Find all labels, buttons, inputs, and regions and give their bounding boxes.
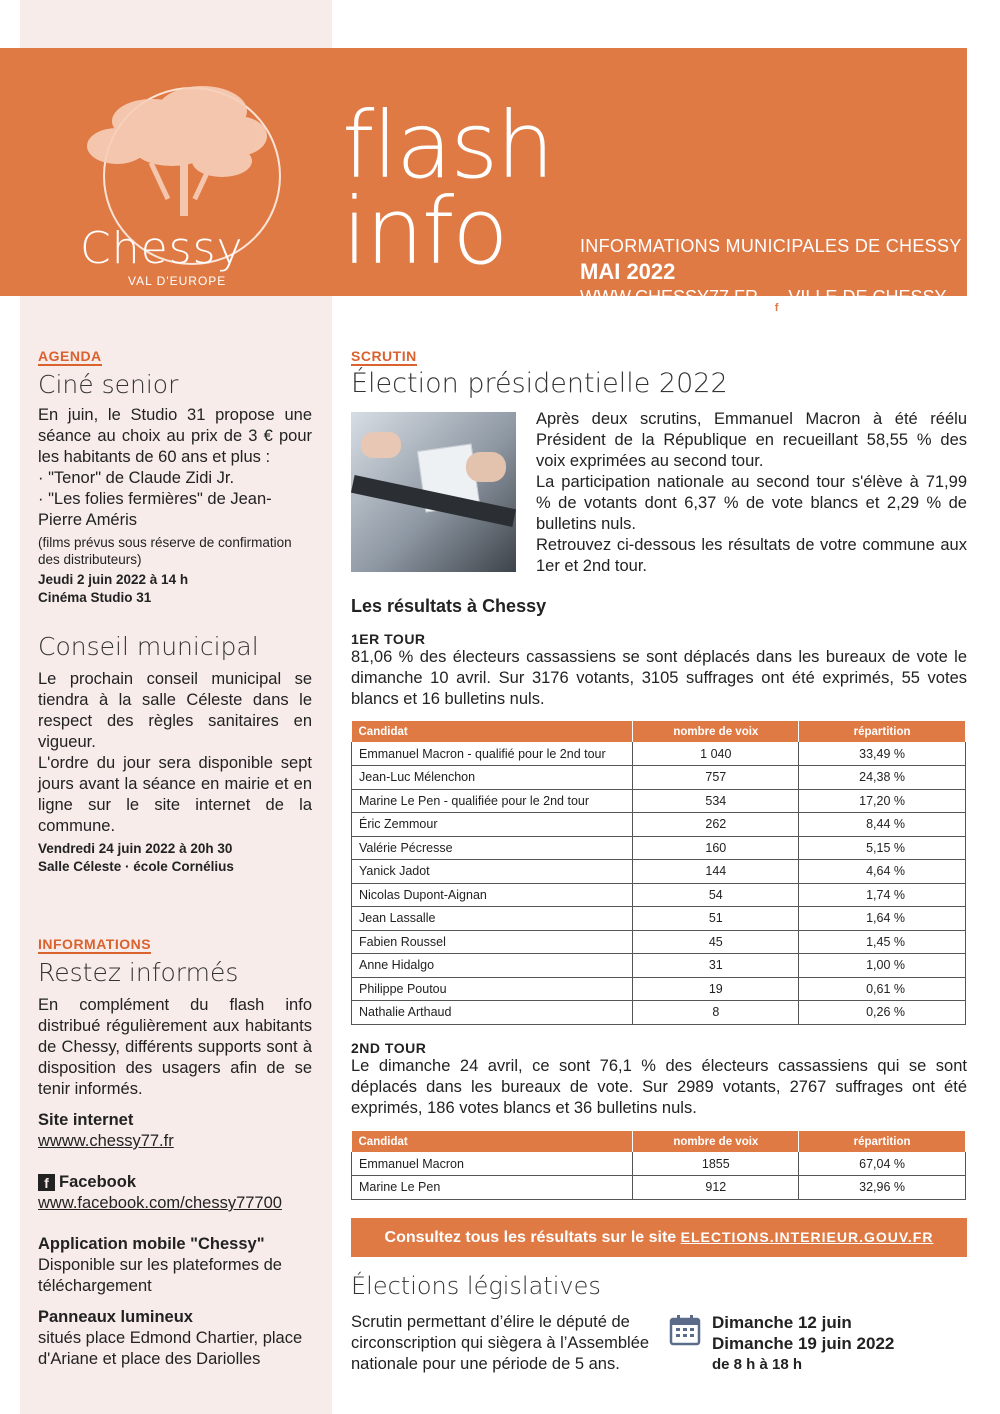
intro-p3: Retrouvez ci-dessous les résultats de votre commune aux 1er et 2nd tour. <box>536 536 967 575</box>
col-voix: nombre de voix <box>633 1131 799 1152</box>
table-row <box>352 977 966 1001</box>
conseil-section <box>38 632 312 876</box>
tour2-table <box>351 1131 966 1200</box>
cell-voix: 8 <box>633 1001 799 1025</box>
logo-name: Chessy <box>80 223 244 274</box>
facebook-icon: f <box>38 1174 55 1191</box>
cell-rep: 0,61 % <box>799 977 966 1001</box>
infos-kicker: INFORMATIONS <box>38 936 152 952</box>
banner-text: Consultez tous les résultats sur le site <box>384 1229 677 1246</box>
cine-place: Cinéma Studio 31 <box>38 590 152 605</box>
cell-rep: 33,49 % <box>799 742 966 766</box>
cell-candidat: Marine Le Pen <box>352 1176 633 1200</box>
cell-candidat: Yanick Jadot <box>352 860 633 884</box>
conseil-place: Salle Céleste · école Cornélius <box>38 859 234 874</box>
table-row <box>352 836 966 860</box>
cell-voix: 912 <box>633 1176 799 1200</box>
col-voix: nombre de voix <box>633 721 799 742</box>
cell-rep: 1,74 % <box>799 883 966 907</box>
cell-rep: 8,44 % <box>799 813 966 837</box>
facebook-label-row <box>38 1172 312 1193</box>
agenda-section <box>38 348 312 607</box>
cell-candidat: Nathalie Arthaud <box>352 1001 633 1025</box>
header-date: MAI 2022 <box>580 259 676 284</box>
flash-info-title <box>342 92 553 285</box>
table-row <box>352 930 966 954</box>
cell-candidat: Emmanuel Macron <box>352 1152 633 1176</box>
cell-voix: 1855 <box>633 1152 799 1176</box>
cell-rep: 4,64 % <box>799 860 966 884</box>
logo-subtitle: VAL D'EUROPE <box>128 274 227 288</box>
col-repartition: répartition <box>799 721 966 742</box>
header-banner <box>0 48 967 328</box>
header-links <box>580 287 967 329</box>
cell-rep: 5,15 % <box>799 836 966 860</box>
cell-candidat: Valérie Pécresse <box>352 836 633 860</box>
legislatives-section <box>351 1272 967 1373</box>
cell-voix: 262 <box>633 813 799 837</box>
legislatives-date-1: Dimanche 12 juin <box>712 1313 852 1332</box>
cell-candidat: Anne Hidalgo <box>352 954 633 978</box>
intro-p2: La participation nationale au second tour s'élève à 71,99 % de votants dont 6,37 % de vote blancs et 2,29 % de bulletins nuls. <box>536 473 967 533</box>
conseil-date: Vendredi 24 juin 2022 à 20h 30 <box>38 841 233 856</box>
facebook-icon: f <box>771 301 783 315</box>
scrutin-kicker: SCRUTIN <box>351 348 417 364</box>
flash-word: flash <box>342 92 553 199</box>
cell-candidat: Marine Le Pen - qualifiée pour le 2nd tour <box>352 789 633 813</box>
app-text: Disponible sur les plateformes de téléchargement <box>38 1256 282 1295</box>
election-title: Élection présidentielle 2022 <box>351 368 728 399</box>
conseil-body-1: Le prochain conseil municipal se tiendra à la salle Céleste dans le respect des règles sanitaires en vigueur. <box>38 670 312 751</box>
agenda-kicker: AGENDA <box>38 348 102 364</box>
cell-candidat: Jean-Luc Mélenchon <box>352 766 633 790</box>
cell-voix: 1 040 <box>633 742 799 766</box>
infos-body: En complément du flash info distribué régulièrement aux habitants de Chessy, différents supports sont à disposition des usagers afin de se tenir informés. <box>38 996 312 1098</box>
cell-rep: 1,45 % <box>799 930 966 954</box>
website-link[interactable]: WWW.CHESSY77.FR · <box>580 287 759 328</box>
infos-section <box>38 936 312 1370</box>
panel-text: situés place Edmond Chartier, place d'Ariane et place des Dariolles <box>38 1329 303 1368</box>
results-intro <box>351 596 967 710</box>
cell-voix: 534 <box>633 789 799 813</box>
facebook-url[interactable]: www.facebook.com/chessy77700 <box>38 1194 282 1212</box>
info-word: info <box>342 178 507 285</box>
results-banner <box>351 1218 967 1257</box>
cell-rep: 32,96 % <box>799 1176 966 1200</box>
col-repartition: répartition <box>799 1131 966 1152</box>
ballot-box-photo <box>351 412 516 572</box>
facebook-link[interactable]: VILLE DE CHESSY 77 <box>788 287 947 328</box>
banner-link[interactable]: ELECTIONS.INTERIEUR.GOUV.FR <box>680 1229 934 1245</box>
table-row <box>352 813 966 837</box>
tour2-title: 2ND TOUR <box>351 1040 427 1056</box>
cell-candidat: Emmanuel Macron - qualifié pour le 2nd tour <box>352 742 633 766</box>
table-row <box>352 1152 966 1176</box>
cell-candidat: Éric Zemmour <box>352 813 633 837</box>
cell-rep: 1,00 % <box>799 954 966 978</box>
table-row <box>352 860 966 884</box>
cell-rep: 67,04 % <box>799 1152 966 1176</box>
cell-candidat: Nicolas Dupont-Aignan <box>352 883 633 907</box>
film-2: · "Les folies fermières" de Jean-Pierre Améris <box>38 490 272 529</box>
legislatives-date-2: Dimanche 19 juin 2022 <box>712 1334 895 1353</box>
panel-label: Panneaux lumineux <box>38 1308 193 1326</box>
table-row <box>352 766 966 790</box>
cell-rep: 0,26 % <box>799 1001 966 1025</box>
cell-rep: 24,38 % <box>799 766 966 790</box>
col-candidat: Candidat <box>352 721 633 742</box>
cell-voix: 31 <box>633 954 799 978</box>
conseil-title: Conseil municipal <box>38 632 259 661</box>
table-row <box>352 954 966 978</box>
cell-candidat: Jean Lassalle <box>352 907 633 931</box>
facebook-label: Facebook <box>59 1173 137 1191</box>
cell-voix: 51 <box>633 907 799 931</box>
infos-title: Restez informés <box>38 958 239 987</box>
legislatives-title: Élections législatives <box>351 1272 601 1300</box>
film-1: · "Tenor" de Claude Zidi Jr. <box>38 469 235 487</box>
cell-voix: 45 <box>633 930 799 954</box>
table-row <box>352 1001 966 1025</box>
table-row <box>352 1176 966 1200</box>
legislatives-text: Scrutin permettant d’élire le député de circonscription qui siègera à l’Assemblée nationale pour une période de 5 ans. <box>351 1313 650 1373</box>
cine-senior-body: En juin, le Studio 31 propose une séance au choix au prix de 3 € pour les habitants de 60 ans et plus : <box>38 406 312 466</box>
cell-voix: 160 <box>633 836 799 860</box>
calendar-icon <box>669 1314 701 1346</box>
tour2-intro <box>351 1040 967 1119</box>
cine-date: Jeudi 2 juin 2022 à 14 h <box>38 572 189 587</box>
table-row <box>352 742 966 766</box>
cell-voix: 757 <box>633 766 799 790</box>
header-info <box>580 236 967 329</box>
site-link[interactable]: wwww.chessy77.fr <box>38 1132 174 1150</box>
cell-voix: 54 <box>633 883 799 907</box>
app-label: Application mobile "Chessy" <box>38 1235 265 1253</box>
cell-rep: 1,64 % <box>799 907 966 931</box>
conseil-body-2: L'ordre du jour sera disponible sept jours avant la séance en mairie et en ligne sur le site internet de la commune. <box>38 754 312 835</box>
tour1-text: 81,06 % des électeurs cassassiens se sont déplacés dans les bureaux de vote le dimanche 10 avril. Sur 3176 votants, 3105 suffrages ont été exprimés, 55 votes blancs et 16 bulletins nuls. <box>351 648 967 708</box>
tour1-table <box>351 721 966 1025</box>
results-title: Les résultats à Chessy <box>351 596 547 616</box>
tour1-title: 1ER TOUR <box>351 631 426 647</box>
tour2-text: Le dimanche 24 avril, ce sont 76,1 % des électeurs cassassiens qui se sont déplacés dans les bureaux de vote. Sur 2989 votants, 2767 suffrages ont été exprimés, 186 votes blancs et 36 bulletins nuls. <box>351 1057 967 1117</box>
cine-senior-title: Ciné senior <box>38 370 179 399</box>
table-row <box>352 907 966 931</box>
site-label: Site internet <box>38 1111 134 1129</box>
cell-candidat: Philippe Poutou <box>352 977 633 1001</box>
table-row <box>352 789 966 813</box>
header-subtitle: INFORMATIONS MUNICIPALES DE CHESSY <box>580 236 962 256</box>
col-candidat: Candidat <box>352 1131 633 1152</box>
cell-voix: 144 <box>633 860 799 884</box>
table-row <box>352 883 966 907</box>
films-note: (films prévus sous réserve de confirmation des distributeurs) <box>38 535 292 567</box>
scrutin-header <box>351 348 967 399</box>
legislatives-dates <box>712 1312 894 1375</box>
legislatives-hours: de 8 h à 18 h <box>712 1356 803 1373</box>
election-intro <box>536 409 967 577</box>
intro-p1: Après deux scrutins, Emmanuel Macron à été réélu Président de la République en recueillant 58,55 % des voix exprimées au second tour. <box>536 410 967 470</box>
cell-rep: 17,20 % <box>799 789 966 813</box>
cell-candidat: Fabien Roussel <box>352 930 633 954</box>
cell-voix: 19 <box>633 977 799 1001</box>
